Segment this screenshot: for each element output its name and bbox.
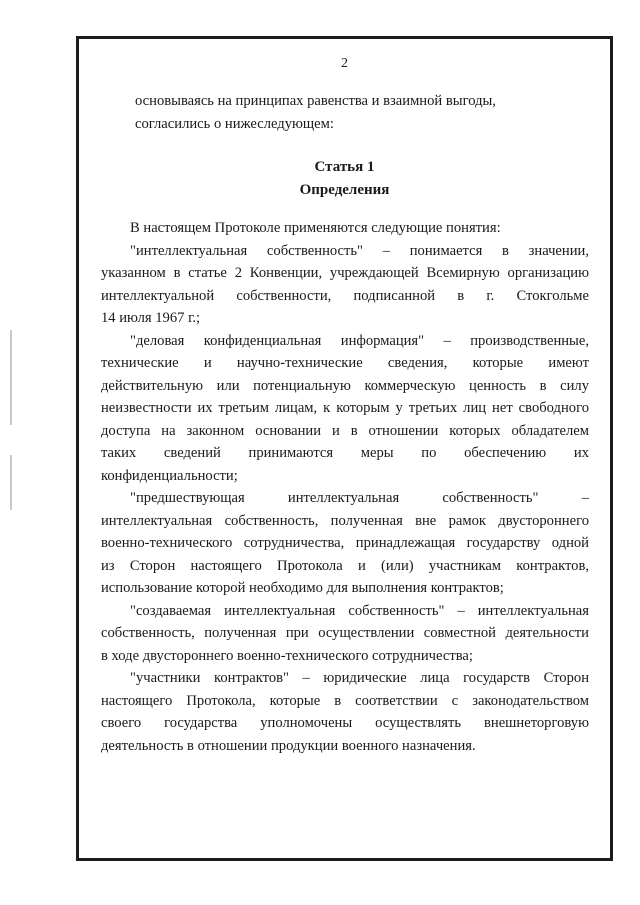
- text-line: деятельность в отношении продукции военного назначения.: [101, 737, 476, 754]
- page-number: 2: [341, 56, 348, 71]
- text-line: конфиденциальности;: [101, 467, 238, 484]
- text-line: "предшествующая интеллектуальная собственность" –: [130, 490, 589, 506]
- text-line: "деловая конфиденциальная информация" – производственные,: [130, 332, 589, 349]
- text-line: основываясь на принципах равенства и взаимной выгоды,: [135, 93, 496, 109]
- scan-edge-mark: [10, 330, 12, 425]
- text-line: неизвестности их третьим лицам, к которым у третьих лиц нет свободного: [101, 400, 589, 416]
- document-page: [76, 36, 613, 861]
- text-line: своего государства уполномочены осуществлять внешнеторговую: [101, 715, 589, 731]
- scan-edge-mark: [10, 455, 12, 510]
- text-line: В настоящем Протоколе применяются следующие понятия:: [130, 220, 501, 236]
- text-line: 14 июля 1967 г.;: [101, 310, 201, 326]
- text-line: военно-технического сотрудничества, принадлежащая государству одной: [101, 535, 589, 551]
- text-line: интеллектуальная собственность, полученная вне рамок двустороннего: [101, 512, 589, 529]
- text-line: настоящего Протокола, которые в соответствии с законодательством: [101, 692, 589, 709]
- text-line: собственность, полученная при осуществлении совместной деятельности: [101, 625, 589, 641]
- text-line: "интеллектуальная собственность" – понимается в значении,: [130, 242, 589, 259]
- text-line: из Сторон настоящего Протокола и (или) участникам контрактов,: [101, 557, 589, 574]
- text-line: "создаваемая интеллектуальная собственность" – интеллектуальная: [130, 602, 589, 619]
- text-line: "участники контрактов" – юридические лица государств Сторон: [130, 670, 589, 686]
- text-line: интеллектуальной собственности, подписанной в г. Стокгольме: [101, 287, 589, 304]
- article-body: [101, 217, 589, 757]
- text-line: указанном в статье 2 Конвенции, учреждающей Всемирную организацию: [101, 265, 589, 281]
- article-title: Определения: [299, 182, 390, 198]
- text-line: в ходе двустороннего военно-технического сотрудничества;: [101, 647, 473, 664]
- text-line: таких сведений принимаются меры по обеспечению их: [101, 445, 589, 461]
- text-line: согласились о нижеследующем:: [135, 115, 334, 132]
- text-line: доступа на законном основании и в отношении которых обладателем: [101, 422, 589, 439]
- text-line: технические и научно-технические сведения, которые имеют: [101, 355, 589, 371]
- intro-paragraph: [135, 90, 575, 135]
- text-line: использование которой необходимо для выполнения контрактов;: [101, 580, 504, 596]
- text-line: действительную или потенциальную коммерческую ценность в силу: [101, 377, 589, 394]
- article-number: Статья 1: [314, 159, 375, 175]
